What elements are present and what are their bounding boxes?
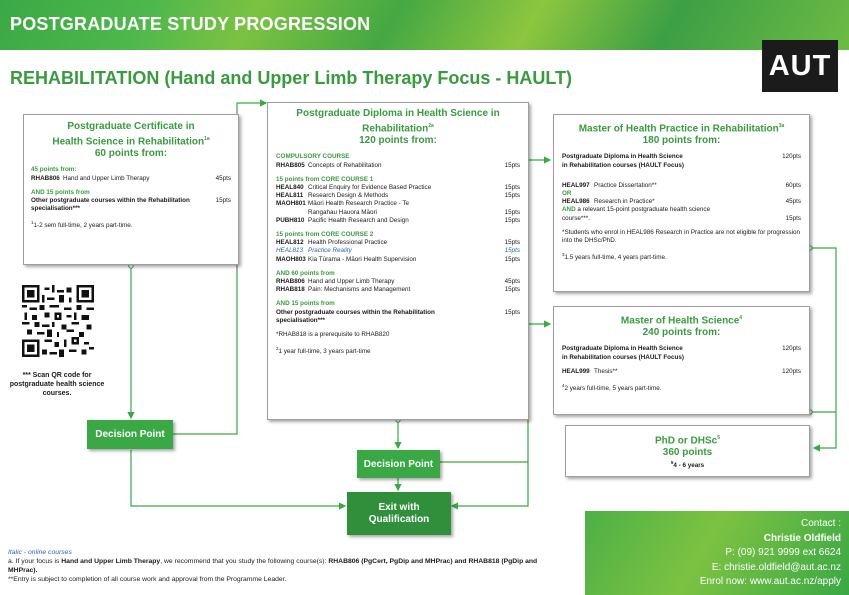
page-title: REHABILITATION (Hand and Upper Limb Therapy Focus - HAULT) [10,68,572,88]
phd-note: $^5$4 - 6 years [670,460,705,470]
header-title: POSTGRADUATE STUDY PROGRESSION [10,14,371,34]
mhprac-and: AND a relevant 15-point postgraduate health science [562,206,711,214]
connector-mhprac-phd [810,248,836,448]
pgdip-section: AND 60 points from [276,269,335,277]
pgcert-title: Postgraduate Certificate in Health Science in Rehabilitation$^{1a}$ [52,121,210,148]
mhsc-points: 240 points from: [642,327,721,339]
course-row: RHAB818 Pain: Mechanisms and Management 15pts [276,286,520,294]
footer-notes [8,548,568,584]
course-row: course***. 15pts [562,214,801,222]
pgdip-section: AND 15 points from [276,300,335,308]
phd-box [565,425,810,477]
course-row: RHAB806 Hand and Upper Limb Therapy 45pts [31,174,231,182]
pgcert-note: $^1$1-2 sem full-time, 2 years part-time. [31,220,133,230]
mhsc-title: Master of Health Science$^4$ [620,315,743,327]
mhprac-or: OR [562,189,572,197]
pgdip-points: 120 points from: [359,135,437,147]
aut-logo: AUT [762,40,838,92]
qr-code-icon[interactable] [22,285,94,357]
course-row: HEAL999 Thesis** 120pts [562,367,801,375]
course-row: PUBH810 Pacific Health Research and Design 15pts [276,216,520,224]
pgcert-section: AND 15 points from [31,188,90,196]
course-row: specialisation*** [31,205,80,213]
connector-decision-exit [131,450,345,506]
pgdip-section: 15 points from CORE COURSE 1 [276,175,374,183]
contact-panel [585,511,849,595]
course-row: HEAL811 Research Design & Methods 15pts [276,192,520,200]
footnote-a: a. If your focus is Hand and Upper Limb Therapy, we recommend that you study the following course(s): RHAB806 (PgCert, PgDip and MHPrac) and RHAB818 (PgDip and MHPrac). [8,558,538,574]
pgcert-box [23,114,239,265]
course-row-online: HEAL813 Practice Reality 15pts [276,247,520,255]
mhprac-points: 180 points from: [642,135,721,147]
course-row: Postgraduate Diploma in Health Science 120pts [562,153,801,161]
pgcert-section: 45 points from: [31,166,77,174]
phd-title: PhD or DHSc$^5$ [654,435,720,447]
mhprac-title: Master of Health Practice in Rehabilitation$^{3a}$ [578,123,785,135]
mhprac-note: $^3$1.5 years full-time, 4 years part-time. [562,252,667,262]
course-row: RHAB805 Concepts of Rehabilitation 15pts [276,161,520,169]
course-row: in Rehabilitation courses (HAULT Focus) [562,353,684,361]
contact-phone[interactable]: P: (09) 921 9999 ext 6624 [725,547,841,558]
pgdip-box [267,102,529,420]
mhprac-star-note: *Students who enrol in HEAL986 Research in Practice are not eligible for progression into the DHSc/PhD. [562,228,801,244]
contact-name: Christie Oldfield [763,532,841,544]
qr-note: *** Scan QR code for postgraduate health science courses. [9,372,105,397]
course-row: Other postgraduate courses within the Rehabilitation 15pts [31,196,231,204]
course-row: MAOH803 Kia Tūrama - Māori Health Supervision 15pts [276,255,520,263]
contact-label: Contact : [800,518,841,529]
exit-line-1: Exit with [378,501,420,513]
course-row: Other postgraduate courses within the Rehabilitation 15pts [276,308,520,316]
decision-point-mid: Decision Point [357,450,440,478]
pgcert-points: 60 points from: [94,148,168,160]
phd-points: 360 points [662,447,713,459]
course-row: HEAL986 Research in Practice* 45pts [562,198,801,206]
decision-point-left: Decision Point [87,420,173,449]
mhsc-box [553,306,810,415]
course-row: HEAL997 Practice Dissertation** 60pts [562,181,801,189]
course-row: Postgraduate Diploma in Health Science 120pts [562,345,801,353]
online-legend: Italic - online courses [8,549,72,556]
enrol-link[interactable]: Enrol now: www.aut.ac.nz/apply [699,576,841,587]
course-row: specialisation*** [276,316,325,324]
course-row: MAOH801 Māori Health Research Practice - Te [276,200,410,208]
footnote-entry: **Entry is subject to completion of all course work and approval from the Programme Leader. [8,576,287,583]
course-row: HEAL812 Health Professional Practice 15pts [276,239,520,247]
pgdip-note: $^2$1 year full-time, 3 years part-time [276,346,371,356]
mhsc-note: $^4$2 years full-time, 5 years part-time. [562,382,662,393]
course-row: HEAL840 Critical Enquiry for Evidence Based Practice 15pts [276,183,520,191]
mhprac-box [553,114,810,292]
contact-email[interactable]: E: christie.oldfield@aut.ac.nz [711,561,841,573]
exit-line-2: Qualification [368,513,430,525]
course-row: in Rehabilitation courses (HAULT Focus) [562,161,684,169]
course-row: Rangahau Hauora Māori 15pts [308,208,520,216]
course-row: RHAB806 Hand and Upper Limb Therapy 45pts [276,277,520,285]
connector-masters-exit [452,462,528,506]
pgdip-title: Postgraduate Diploma in Health Science in Rehabilitation$^{2a}$ [296,108,500,135]
pgdip-section: 15 points from CORE COURSE 2 [276,230,374,238]
pgdip-prereq: *RHAB818 is a prerequisite to RHAB820 [276,330,390,338]
pgdip-section: COMPULSORY COURSE [276,153,350,161]
exit-with-qualification [347,492,451,535]
